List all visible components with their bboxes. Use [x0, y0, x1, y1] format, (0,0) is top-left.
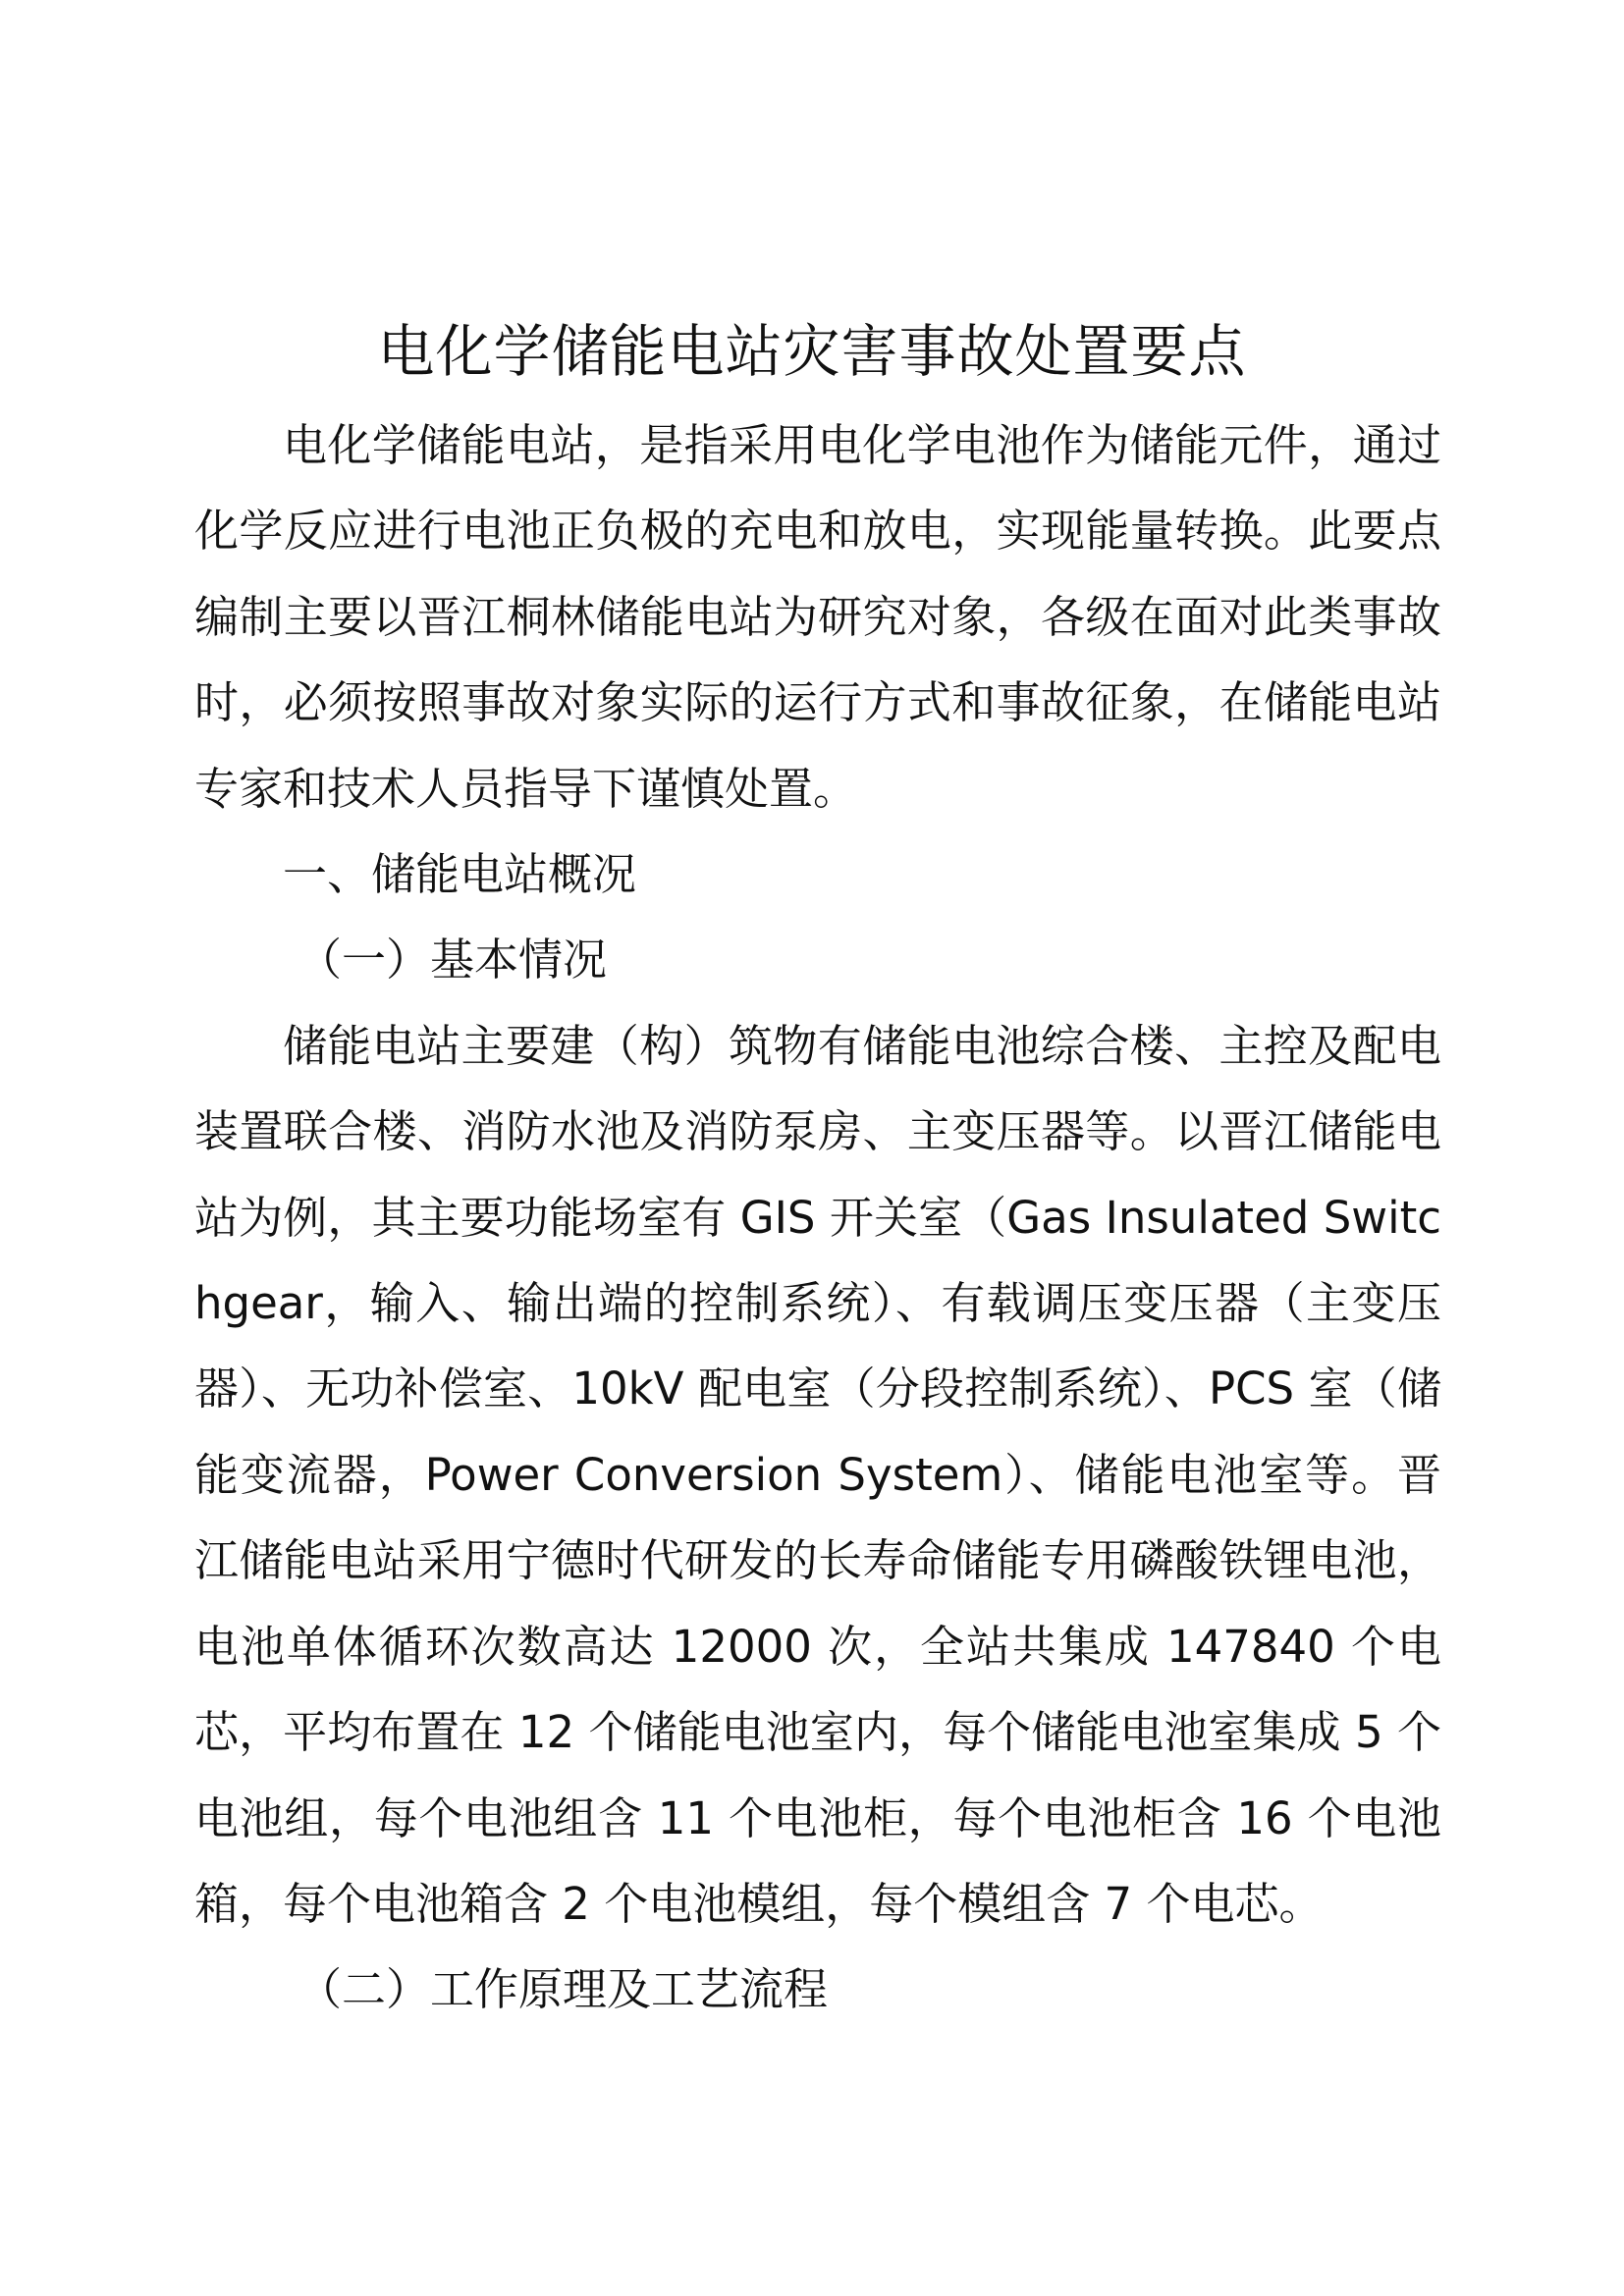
- document-body: [194, 402, 1441, 2033]
- intro-paragraph: 电化学储能电站，是指采用电化学电池作为储能元件，通过化学反应进行电池正负极的充电和放电，实现能量转换。此要点编制主要以晋江桐林储能电站为研究对象，各级在面对此类事故时，必须按照事故对象实际的运行方式和事故征象，在储能电站专家和技术人员指导下谨慎处置。: [194, 419, 1441, 815]
- basic-info-paragraph: 储能电站主要建（构）筑物有储能电池综合楼、主控及配电装置联合楼、消防水池及消防泵房、主变压器等。以晋江储能电站为例，其主要功能场室有 GIS 开关室（Gas Insulated Switchgear，输入、输出端的控制系统）、有载调压变压器（主变压器）、无功补偿室、10kV 配电室（分段控制系统）、PCS 室（储能变流器，Power Conversion System）、储能电池室等。晋江储能电站采用宁德时代研发的长寿命储能专用磷酸铁锂电池，电池单体循环次数高达 12000 次，全站共集成 147840 个电芯，平均布置在 12 个储能电池室内，每个储能电池室集成 5 个电池组，每个电池组含 11 个电池柜，每个电池柜含 16 个电池箱，每个电池箱含 2 个电池模组，每个模组含 7 个电芯。: [194, 1019, 1441, 1930]
- section-heading-overview: 一、储能电站概况: [283, 848, 637, 901]
- subsection-heading-working-principle: （二）工作原理及工艺流程: [298, 1963, 829, 2016]
- document-title: 电化学储能电站灾害事故处置要点: [377, 318, 1247, 385]
- subsection-heading-basic-info: （一）基本情况: [298, 934, 608, 987]
